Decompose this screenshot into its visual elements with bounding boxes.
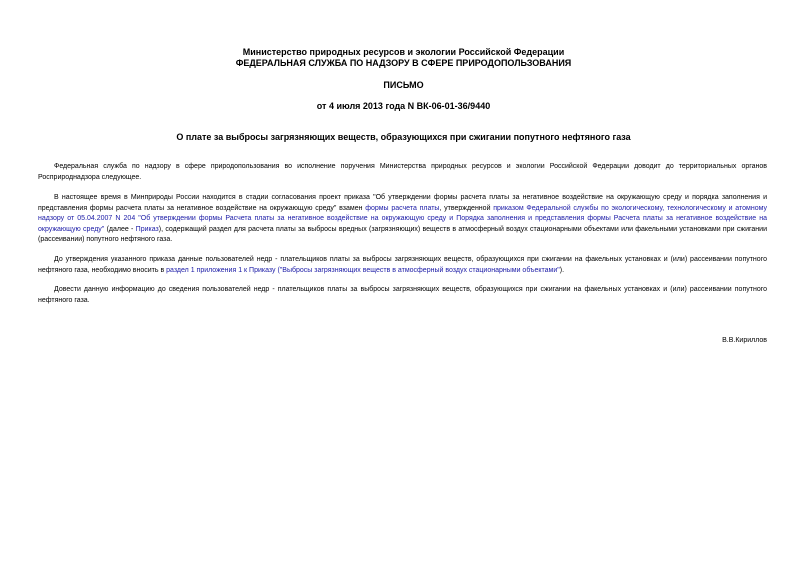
document-date-number: от 4 июля 2013 года N ВК-06-01-36/9440 xyxy=(316,101,491,111)
signature: В.В.Кириллов xyxy=(722,337,767,344)
service-name: ФЕДЕРАЛЬНАЯ СЛУЖБА ПО НАДЗОРУ В СФЕРЕ ПРИРОДОПОЛЬЗОВАНИЯ xyxy=(235,58,572,68)
paragraph-3-text-b: ). xyxy=(559,266,565,274)
paragraph-2-text-b: , утвержденной xyxy=(439,204,494,212)
paragraph-2-text-d: ), содержащий раздел для расчета платы за выбросы вредных (загрязняющих) веществ в атмосферный воздух стационарными объектами или факельными установками при сжигании (рассеивании) попутного нефтяного газа. xyxy=(38,225,767,243)
document-type: ПИСЬМО xyxy=(383,80,424,90)
paragraph-4 xyxy=(38,285,767,306)
paragraph-2-text-c: (далее - xyxy=(104,225,136,233)
ministry-name: Министерство природных ресурсов и экологии Российской Федерации xyxy=(242,47,565,57)
paragraph-2-text-a: В настоящее время в Минприроды России находится в стадии согласования проект приказа "Об утверждении формы расчета платы за негативное воздействие на окружающую среду и порядка заполнения и представления формы расчета платы за негативное воздействие на окружающую среду" взамен xyxy=(38,194,767,212)
link-order[interactable]: Приказ xyxy=(135,225,159,233)
paragraph-2 xyxy=(38,193,767,246)
link-order-204[interactable]: приказом Федеральной службы по экологическому, технологическому и атомному надзору от 05.04.2007 N 204 "Об утверждении формы Расчета платы за негативное воздействие на окружающую среду и Порядка заполнения и представления формы Расчета платы за негативное воздействие на окружающую среду" xyxy=(38,204,768,233)
paragraph-3 xyxy=(38,255,767,276)
paragraph-3-text-a: До утверждения указанного приказа данные пользователей недр - плательщиков платы за выбросы загрязняющих веществ, образующихся при сжигании на факельных установках и (или) рассеивании попутного нефтяного газа, необходимо вносить в xyxy=(38,256,767,274)
link-calculation-form[interactable]: формы расчета платы xyxy=(365,204,440,212)
paragraph-1 xyxy=(38,162,767,183)
link-section-1-appendix-1[interactable]: раздел 1 приложения 1 к Приказу ("Выбросы загрязняющих веществ в атмосферный воздух стационарными объектами" xyxy=(166,266,560,274)
paragraph-1-text: Федеральная служба по надзору в сфере природопользования во исполнение поручения Министерства природных ресурсов и экологии Российской Федерации доводит до территориальных органов Росприроднадзора следующее. xyxy=(38,163,767,181)
paragraph-4-text: Довести данную информацию до сведения пользователей недр - плательщиков платы за выбросы загрязняющих веществ, образующихся при сжигании на факельных установках и (или) рассеивании попутного нефтяного газа. xyxy=(38,286,767,304)
document-subject: О плате за выбросы загрязняющих веществ, образующихся при сжигании попутного нефтяного газа xyxy=(176,132,631,142)
